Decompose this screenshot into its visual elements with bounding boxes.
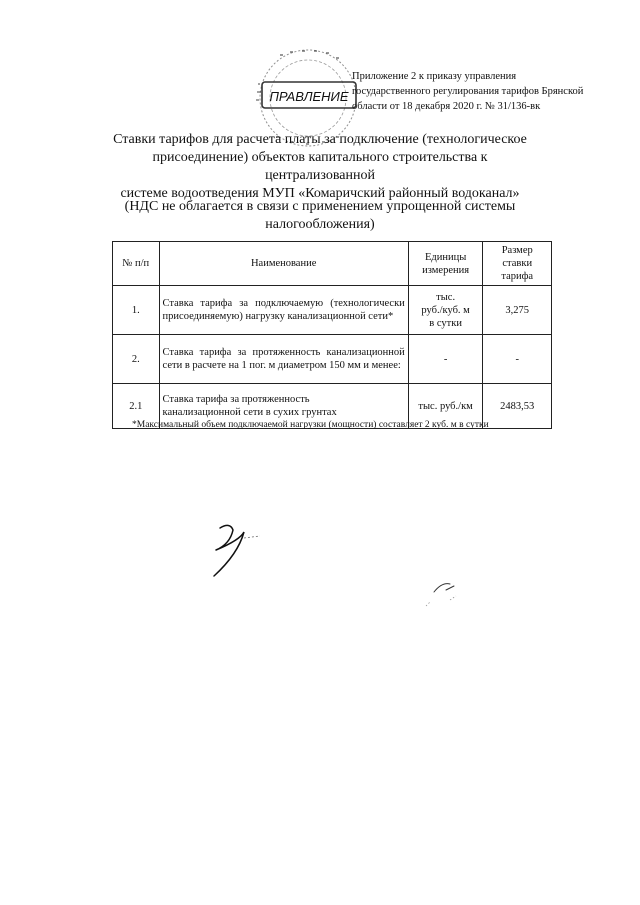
row-name: Ставка тарифа за протяженность канализационной сети в сухих грунтах: [159, 384, 408, 429]
signature: [200, 520, 270, 580]
svg-text:ПРАВЛЕНИЕ: ПРАВЛЕНИЕ: [269, 89, 349, 104]
row-rate: 3,275: [483, 286, 552, 335]
title-line: системе водоотведения МУП «Комаричский районный водоканал»: [120, 186, 520, 201]
row-unit: -: [408, 335, 483, 384]
table-row: [113, 335, 552, 384]
vat-note-line: (НДС не облагается в связи с применением упрощенной системы: [124, 199, 516, 214]
footnote: *Максимальный объем подключаемой нагрузки (мощности) составляет 2 куб. м в сутки: [132, 420, 489, 430]
header-num: № п/п: [113, 242, 160, 286]
header-name: Наименование: [159, 242, 408, 286]
row-unit: тыс. руб./куб. м в сутки: [408, 286, 483, 335]
initials-mark: [420, 572, 470, 612]
row-num: 1.: [113, 286, 160, 335]
row-unit: тыс. руб./км: [408, 384, 483, 429]
row-num: 2.1: [113, 384, 160, 429]
table-header-row: [113, 242, 552, 286]
vat-note-line: налогообложения): [265, 217, 375, 232]
row-num: 2.: [113, 335, 160, 384]
header-unit: Единицы измерения: [408, 242, 483, 286]
document-title: [100, 131, 540, 203]
vat-note: [100, 198, 540, 234]
appendix-line: области от 18 декабря 2020 г. № 31/136-вк: [352, 101, 541, 112]
title-line: присоединение) объектов капитального строительства к централизованной: [152, 150, 488, 183]
row-name: Ставка тарифа за подключаемую (технологически присоединяемую) нагрузку канализационной сети*: [159, 286, 408, 335]
row-name: Ставка тарифа за протяженность канализационной сети в расчете на 1 пог. м диаметром 150 мм и менее:: [159, 335, 408, 384]
header-rate: Размер ставки тарифа: [483, 242, 552, 286]
appendix-line: Приложение 2 к приказу управления: [352, 71, 517, 82]
title-line: Ставки тарифов для расчета платы за подключение (технологическое: [113, 132, 527, 147]
appendix-line: государственного регулирования тарифов Брянской: [352, 86, 584, 97]
tariff-table: [112, 241, 552, 429]
appendix-reference: [352, 69, 622, 114]
table-row: [113, 286, 552, 335]
row-rate: 2483,53: [483, 384, 552, 429]
row-rate: -: [483, 335, 552, 384]
